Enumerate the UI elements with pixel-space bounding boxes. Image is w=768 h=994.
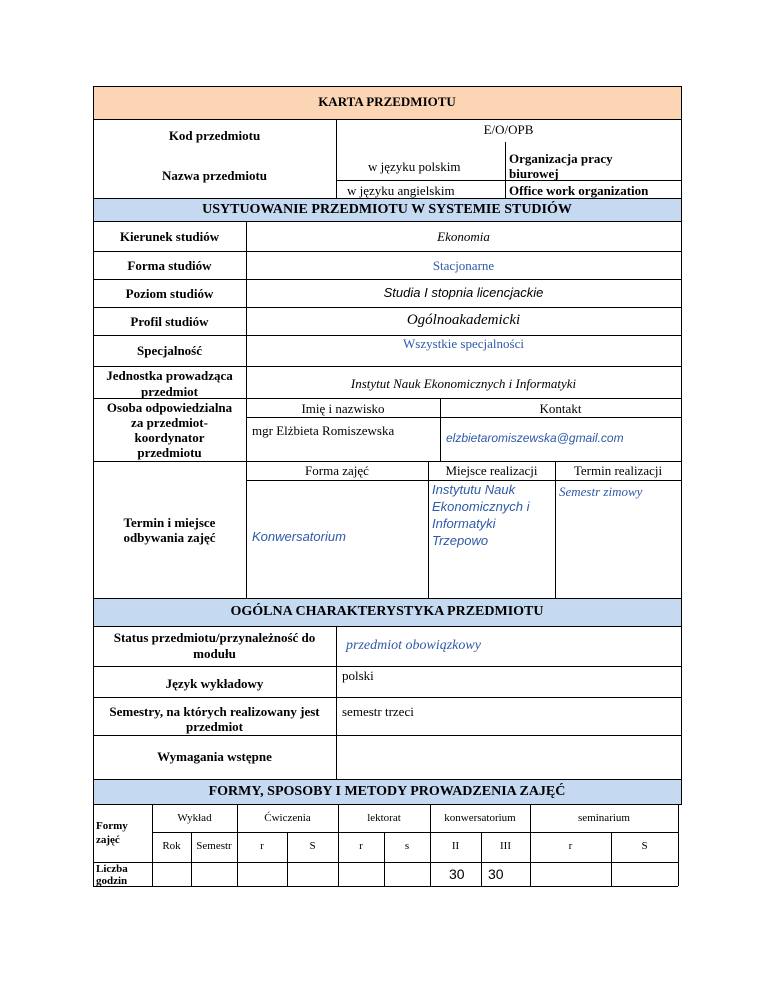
hours-cell: 30 [449,866,465,882]
lang-label: Język wykładowy [165,676,264,691]
name-en-label: w języku angielskim [347,183,455,198]
group-lektorat: lektorat [367,812,401,824]
schedule-label-l2: odbywania zajęć [123,530,216,545]
sub-col: s [404,840,410,852]
group-wyklad: Wykład [177,812,212,824]
group-konwersatorium: konwersatorium [444,812,516,824]
hours-label-l2: godzin [96,875,128,887]
schedule-term-header: Termin realizacji [573,463,663,478]
group-cwiczenia: Ćwiczenia [264,812,311,824]
jednostka-value: Instytut Nauk Ekonomicznych i Informatyki [350,376,577,391]
sub-col: r [359,840,363,852]
semesters-label-l1: Semestry, na których realizowany jest [109,704,320,719]
forma-label: Forma studiów [127,258,212,273]
sub-col: Rok [162,840,181,852]
status-label-l1: Status przedmiotu/przynależność do [113,630,316,645]
coordinator-label-l3: koordynator [134,430,205,445]
schedule-term-value: Semestr zimowy [559,484,643,499]
kierunek-label: Kierunek studiów [119,229,220,244]
code-label: Kod przedmiotu [168,128,261,143]
semesters-label-l2: przedmiot [185,719,244,734]
schedule-label-l1: Termin i miejsce [123,515,216,530]
name-pl-value-l1: Organizacja pracy [509,151,613,166]
name-pl-label: w języku polskim [368,159,461,174]
coordinator-label-l1: Osoba odpowiedzialna [106,400,233,415]
coordinator-contact-header: Kontakt [539,401,582,416]
code-value: E/O/OPB [483,122,534,137]
hours-cell: 30 [488,866,504,882]
lang-value: polski [342,668,374,683]
section2-title: OGÓLNA CHARAKTERYSTYKA PRZEDMIOTU [230,604,544,619]
coordinator-name-header: Imię i nazwisko [301,401,385,416]
schedule-form-value: Konwersatorium [252,529,346,544]
schedule-place-l4: Trzepowo [432,533,489,548]
sub-col: S [309,840,316,852]
poziom-label: Poziom studiów [125,286,214,301]
sub-col: Semestr [196,840,232,852]
name-en-value: Office work organization [509,183,649,198]
jednostka-label-l1: Jednostka prowadząca [106,368,233,383]
schedule-place-l1: Instytutu Nauk [432,482,516,497]
coordinator-email[interactable]: elzbietaromiszewska@gmail.com [446,431,624,445]
forms-label-l1: Formy [96,820,128,832]
name-label: Nazwa przedmiotu [161,168,268,183]
sub-col: S [641,840,648,852]
profil-label: Profil studiów [130,314,209,329]
sub-col: r [260,840,264,852]
specjalnosc-value: Wszystkie specjalności [403,336,524,351]
jednostka-label-l2: przedmiot [140,384,199,399]
specjalnosc-label: Specjalność [137,343,202,358]
section1-title: USYTUOWANIE PRZEDMIOTU W SYSTEMIE STUDIÓW [202,202,572,217]
sub-col: r [568,840,573,852]
schedule-place-l2: Ekonomicznych i [432,499,530,514]
status-value: przedmiot obowiązkowy [346,638,481,653]
forms-label-l2: zajęć [96,834,120,846]
semesters-value: semestr trzeci [342,704,414,719]
kierunek-value: Ekonomia [437,229,490,244]
coordinator-name: mgr Elżbieta Romiszewska [252,423,395,438]
name-pl-value-l2: biurowej [509,166,559,181]
poziom-value: Studia I stopnia licencjackie [383,285,544,300]
hours-label-l1: Liczba [96,863,128,875]
coordinator-label-l4: przedmiotu [137,445,202,460]
coordinator-label-l2: za przedmiot- [131,415,208,430]
section3-title: FORMY, SPOSOBY I METODY PROWADZENIA ZAJĘĆ [208,784,566,799]
sub-col: III [500,840,511,852]
requirements-label: Wymagania wstępne [157,749,272,764]
schedule-form-header: Forma zajęć [305,463,369,478]
forma-value: Stacjonarne [432,258,495,273]
profil-value: Ogólnoakademicki [406,312,521,328]
group-seminarium: seminarium [578,812,630,824]
card-title: KARTA PRZEDMIOTU [318,94,456,109]
sub-col: II [451,840,460,852]
status-label-l2: modułu [193,646,236,661]
schedule-place-l3: Informatyki [432,516,496,531]
schedule-place-header: Miejsce realizacji [445,463,538,478]
